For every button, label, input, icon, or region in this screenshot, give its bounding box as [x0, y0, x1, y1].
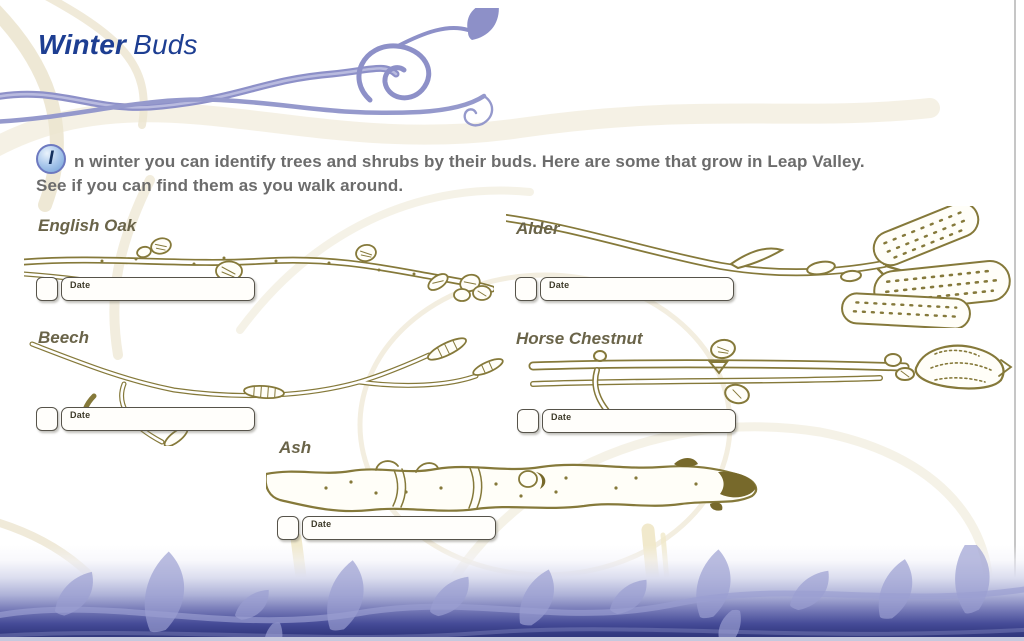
page-title-primary: Winter	[38, 29, 127, 60]
alder-twig-illustration	[506, 206, 1014, 328]
ash-checkbox[interactable]	[277, 516, 299, 540]
alder-datebox	[515, 277, 734, 301]
beech-date-field[interactable]	[61, 407, 255, 431]
alder-checkbox[interactable]	[515, 277, 537, 301]
species-label-horse-chestnut: Horse Chestnut	[516, 329, 643, 348]
intro-line-1: n winter you can identify trees and shrubs by their buds. Here are some that grow in Leap Valley.	[74, 152, 865, 171]
date-field-label: Date	[549, 280, 570, 290]
horse-chestnut-date-field[interactable]	[542, 409, 736, 433]
english-oak-checkbox[interactable]	[36, 277, 58, 301]
date-field-label: Date	[70, 410, 91, 420]
ash-datebox	[277, 516, 496, 540]
date-field-label: Date	[70, 280, 91, 290]
species-label-alder: Alder	[516, 219, 560, 238]
ash-date-field[interactable]	[302, 516, 496, 540]
beech-checkbox[interactable]	[36, 407, 58, 431]
date-field-label: Date	[551, 412, 572, 422]
leaf-icon	[467, 8, 499, 40]
alder-date-field[interactable]	[540, 277, 734, 301]
page-edge-line	[1014, 0, 1016, 586]
date-field-label: Date	[311, 519, 332, 529]
species-label-ash: Ash	[279, 438, 312, 457]
page-title	[38, 29, 198, 61]
english-oak-datebox	[36, 277, 255, 301]
ash-twig-illustration	[266, 448, 766, 526]
page-title-secondary: Buds	[133, 29, 198, 60]
english-oak-date-field[interactable]	[61, 277, 255, 301]
footer-bottom-strip	[0, 637, 1024, 641]
species-label-english-oak: English Oak	[38, 216, 137, 235]
horse-chestnut-checkbox[interactable]	[517, 409, 539, 433]
footer-banner	[0, 545, 1024, 641]
header-flourish-graphic	[0, 8, 515, 140]
footer-leaf-vine-graphic	[0, 545, 1024, 641]
dropcap-circle	[36, 144, 66, 174]
dropcap-letter: I	[48, 148, 54, 169]
horse-chestnut-datebox	[517, 409, 736, 433]
intro-line-2: See if you can find them as you walk around.	[36, 176, 404, 195]
beech-datebox	[36, 407, 255, 431]
species-label-beech: Beech	[38, 328, 90, 347]
